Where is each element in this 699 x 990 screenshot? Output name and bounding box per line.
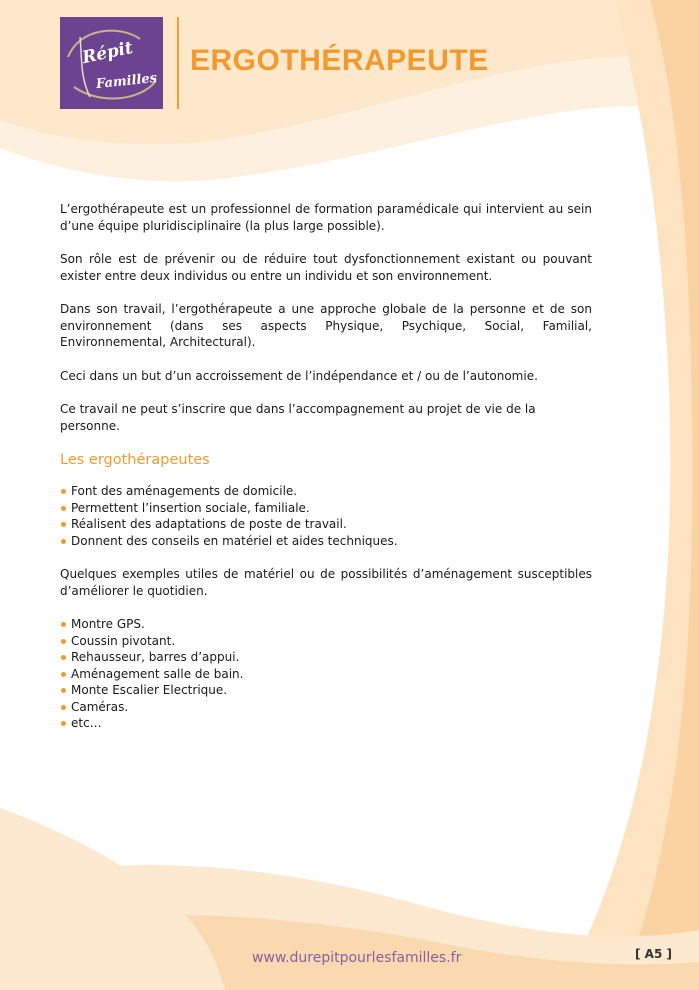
page-title: ERGOTHÉRAPEUTE	[190, 44, 489, 77]
paragraph-intro: L’ergothérapeute est un professionnel de formation paramédicale qui intervient au sein d’une équipe pluridisciplinaire (la plus large possible).	[60, 202, 592, 233]
header-divider	[177, 17, 179, 109]
roles-list	[60, 483, 592, 549]
list-item: Aménagement salle de bain.	[60, 666, 592, 683]
paragraph-project: Ce travail ne peut s’inscrire que dans l’accompagnement au projet de vie de la personne.	[60, 402, 536, 433]
list-item: Donnent des conseils en matériel et aides techniques.	[60, 533, 592, 550]
main-content	[60, 201, 592, 749]
paragraph-goal: Ceci dans un but d’un accroissement de l’indépendance et / ou de l’autonomie.	[60, 368, 538, 383]
list-item: Permettent l’insertion sociale, familiale.	[60, 500, 592, 517]
list-item: Caméras.	[60, 699, 592, 716]
logo	[60, 17, 163, 109]
page-number: [ A5 ]	[635, 947, 672, 961]
logo-text-top: Répit	[80, 37, 135, 69]
logo-text-bottom: Familles	[95, 70, 158, 93]
list-item: etc…	[60, 715, 592, 732]
footer-website-link[interactable]: www.durepitpourlesfamilles.fr	[252, 950, 462, 966]
list-item: Réalisent des adaptations de poste de travail.	[60, 516, 592, 533]
paragraph-approach: Dans son travail, l’ergothérapeute a une approche globale de la personne et de son environnement (dans ses aspects Physique, Psychique, Social, Familial, Environnemental, Architectural).	[60, 302, 592, 349]
paragraph-examples-intro: Quelques exemples utiles de matériel ou de possibilités d’aménagement susceptibles d’améliorer le quotidien.	[60, 567, 592, 598]
examples-list	[60, 616, 592, 732]
list-item: Monte Escalier Electrique.	[60, 682, 592, 699]
section-subheading: Les ergothérapeutes	[60, 452, 210, 468]
list-item: Montre GPS.	[60, 616, 592, 633]
list-item: Coussin pivotant.	[60, 633, 592, 650]
list-item: Font des aménagements de domicile.	[60, 483, 592, 500]
list-item: Rehausseur, barres d’appui.	[60, 649, 592, 666]
paragraph-role: Son rôle est de prévenir ou de réduire tout dysfonctionnement existant ou pouvant exister entre deux individus ou entre un individu et son environnement.	[60, 252, 592, 283]
